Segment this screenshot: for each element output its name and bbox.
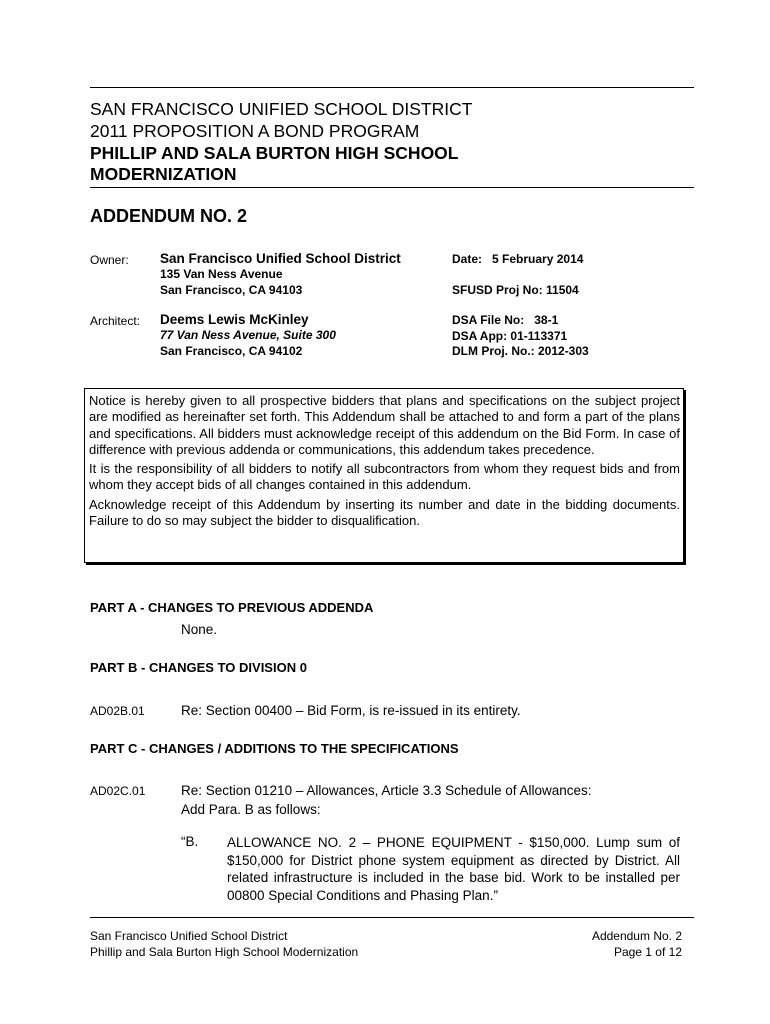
- dsa-file-number: DSA File No: 38-1: [452, 313, 559, 327]
- allowance-paragraph-label: “B.: [181, 834, 199, 849]
- part-b-heading: PART B - CHANGES TO DIVISION 0: [90, 660, 307, 675]
- footer-addendum-number: Addendum No. 2: [591, 929, 682, 943]
- part-c-item-line-2: Add Para. B as follows:: [181, 802, 321, 817]
- dsa-app-number: DSA App: 01-113371: [452, 328, 568, 343]
- date-label: Date:: [452, 252, 483, 266]
- header-program: 2011 PROPOSITION A BOND PROGRAM: [90, 121, 420, 141]
- top-rule: [90, 87, 694, 88]
- footer-district: San Francisco Unified School District: [90, 929, 288, 943]
- date-block: [452, 252, 583, 268]
- part-b-item-text: Re: Section 00400 – Bid Form, is re-issued in its entirety.: [181, 703, 521, 718]
- dlm-project-number: DLM Proj. No.: 2012-303: [452, 344, 589, 358]
- footer-rule: [90, 917, 694, 918]
- addendum-title: ADDENDUM NO. 2: [90, 206, 248, 226]
- header-rule: [90, 187, 694, 188]
- part-c-item-code: AD02C.01: [90, 784, 146, 798]
- date-value: 5 February 2014: [492, 252, 584, 266]
- part-c-heading: PART C - CHANGES / ADDITIONS TO THE SPECIFICATIONS: [90, 741, 459, 756]
- notice-paragraph-1: Notice is hereby given to all prospective bidders that plans and specifications on the subject project are modified as hereinafter set forth. This Addendum shall be attached to and form a part of the plans and specifications. All bidders must acknowledge receipt of this addendum on the Bid Form. In case of difference with previous addenda or communications, this addendum takes precedence.: [89, 393, 680, 457]
- architect-address-2: San Francisco, CA 94102: [160, 343, 303, 358]
- owner-label: Owner:: [90, 253, 129, 267]
- notice-paragraph-2: It is the responsibility of all bidders to notify all subcontractors from whom they request bids and from whom they accept bids of all changes contained in this addendum.: [89, 461, 680, 493]
- part-a-body: None.: [181, 622, 218, 637]
- architect-name: Deems Lewis McKinley: [160, 312, 309, 327]
- notice-paragraph-3: Acknowledge receipt of this Addendum by inserting its number and date in the bidding documents. Failure to do so may subject the bidder to disqualification.: [89, 496, 680, 529]
- part-a-heading: PART A - CHANGES TO PREVIOUS ADDENDA: [90, 600, 374, 615]
- architect-block: [160, 311, 336, 359]
- part-b-item-code: AD02B.01: [90, 704, 145, 718]
- owner-address-2: San Francisco, CA 94103: [160, 282, 303, 297]
- header-district: SAN FRANCISCO UNIFIED SCHOOL DISTRICT: [90, 99, 473, 119]
- dsa-block: [452, 313, 589, 360]
- architect-label: Architect:: [90, 314, 141, 328]
- sfusd-project-number: SFUSD Proj No: 11504: [452, 283, 579, 297]
- footer-left: [90, 928, 358, 960]
- owner-address-1: 135 Van Ness Avenue: [160, 267, 283, 281]
- owner-name: San Francisco Unified School District: [160, 251, 401, 266]
- part-c-item-line-1: Re: Section 01210 – Allowances, Article 3.3 Schedule of Allowances:: [181, 783, 592, 798]
- owner-block: [160, 250, 401, 298]
- header-school: PHILLIP AND SALA BURTON HIGH SCHOOL: [90, 143, 459, 163]
- footer-project: Phillip and Sala Burton High School Modernization: [90, 945, 359, 959]
- footer-right: [592, 928, 682, 960]
- architect-address-1: 77 Van Ness Avenue, Suite 300: [160, 328, 336, 342]
- allowance-paragraph-text: ALLOWANCE NO. 2 – PHONE EQUIPMENT - $150,000. Lump sum of $150,000 for District phone system equipment as directed by District. All related infrastructure is included in the base bid. Work to be installed per 00800 Special Conditions and Phasing Plan.”: [227, 835, 680, 903]
- footer-page-number: Page 1 of 12: [613, 945, 682, 959]
- header-project: MODERNIZATION: [90, 164, 237, 184]
- notice-box: [84, 388, 684, 563]
